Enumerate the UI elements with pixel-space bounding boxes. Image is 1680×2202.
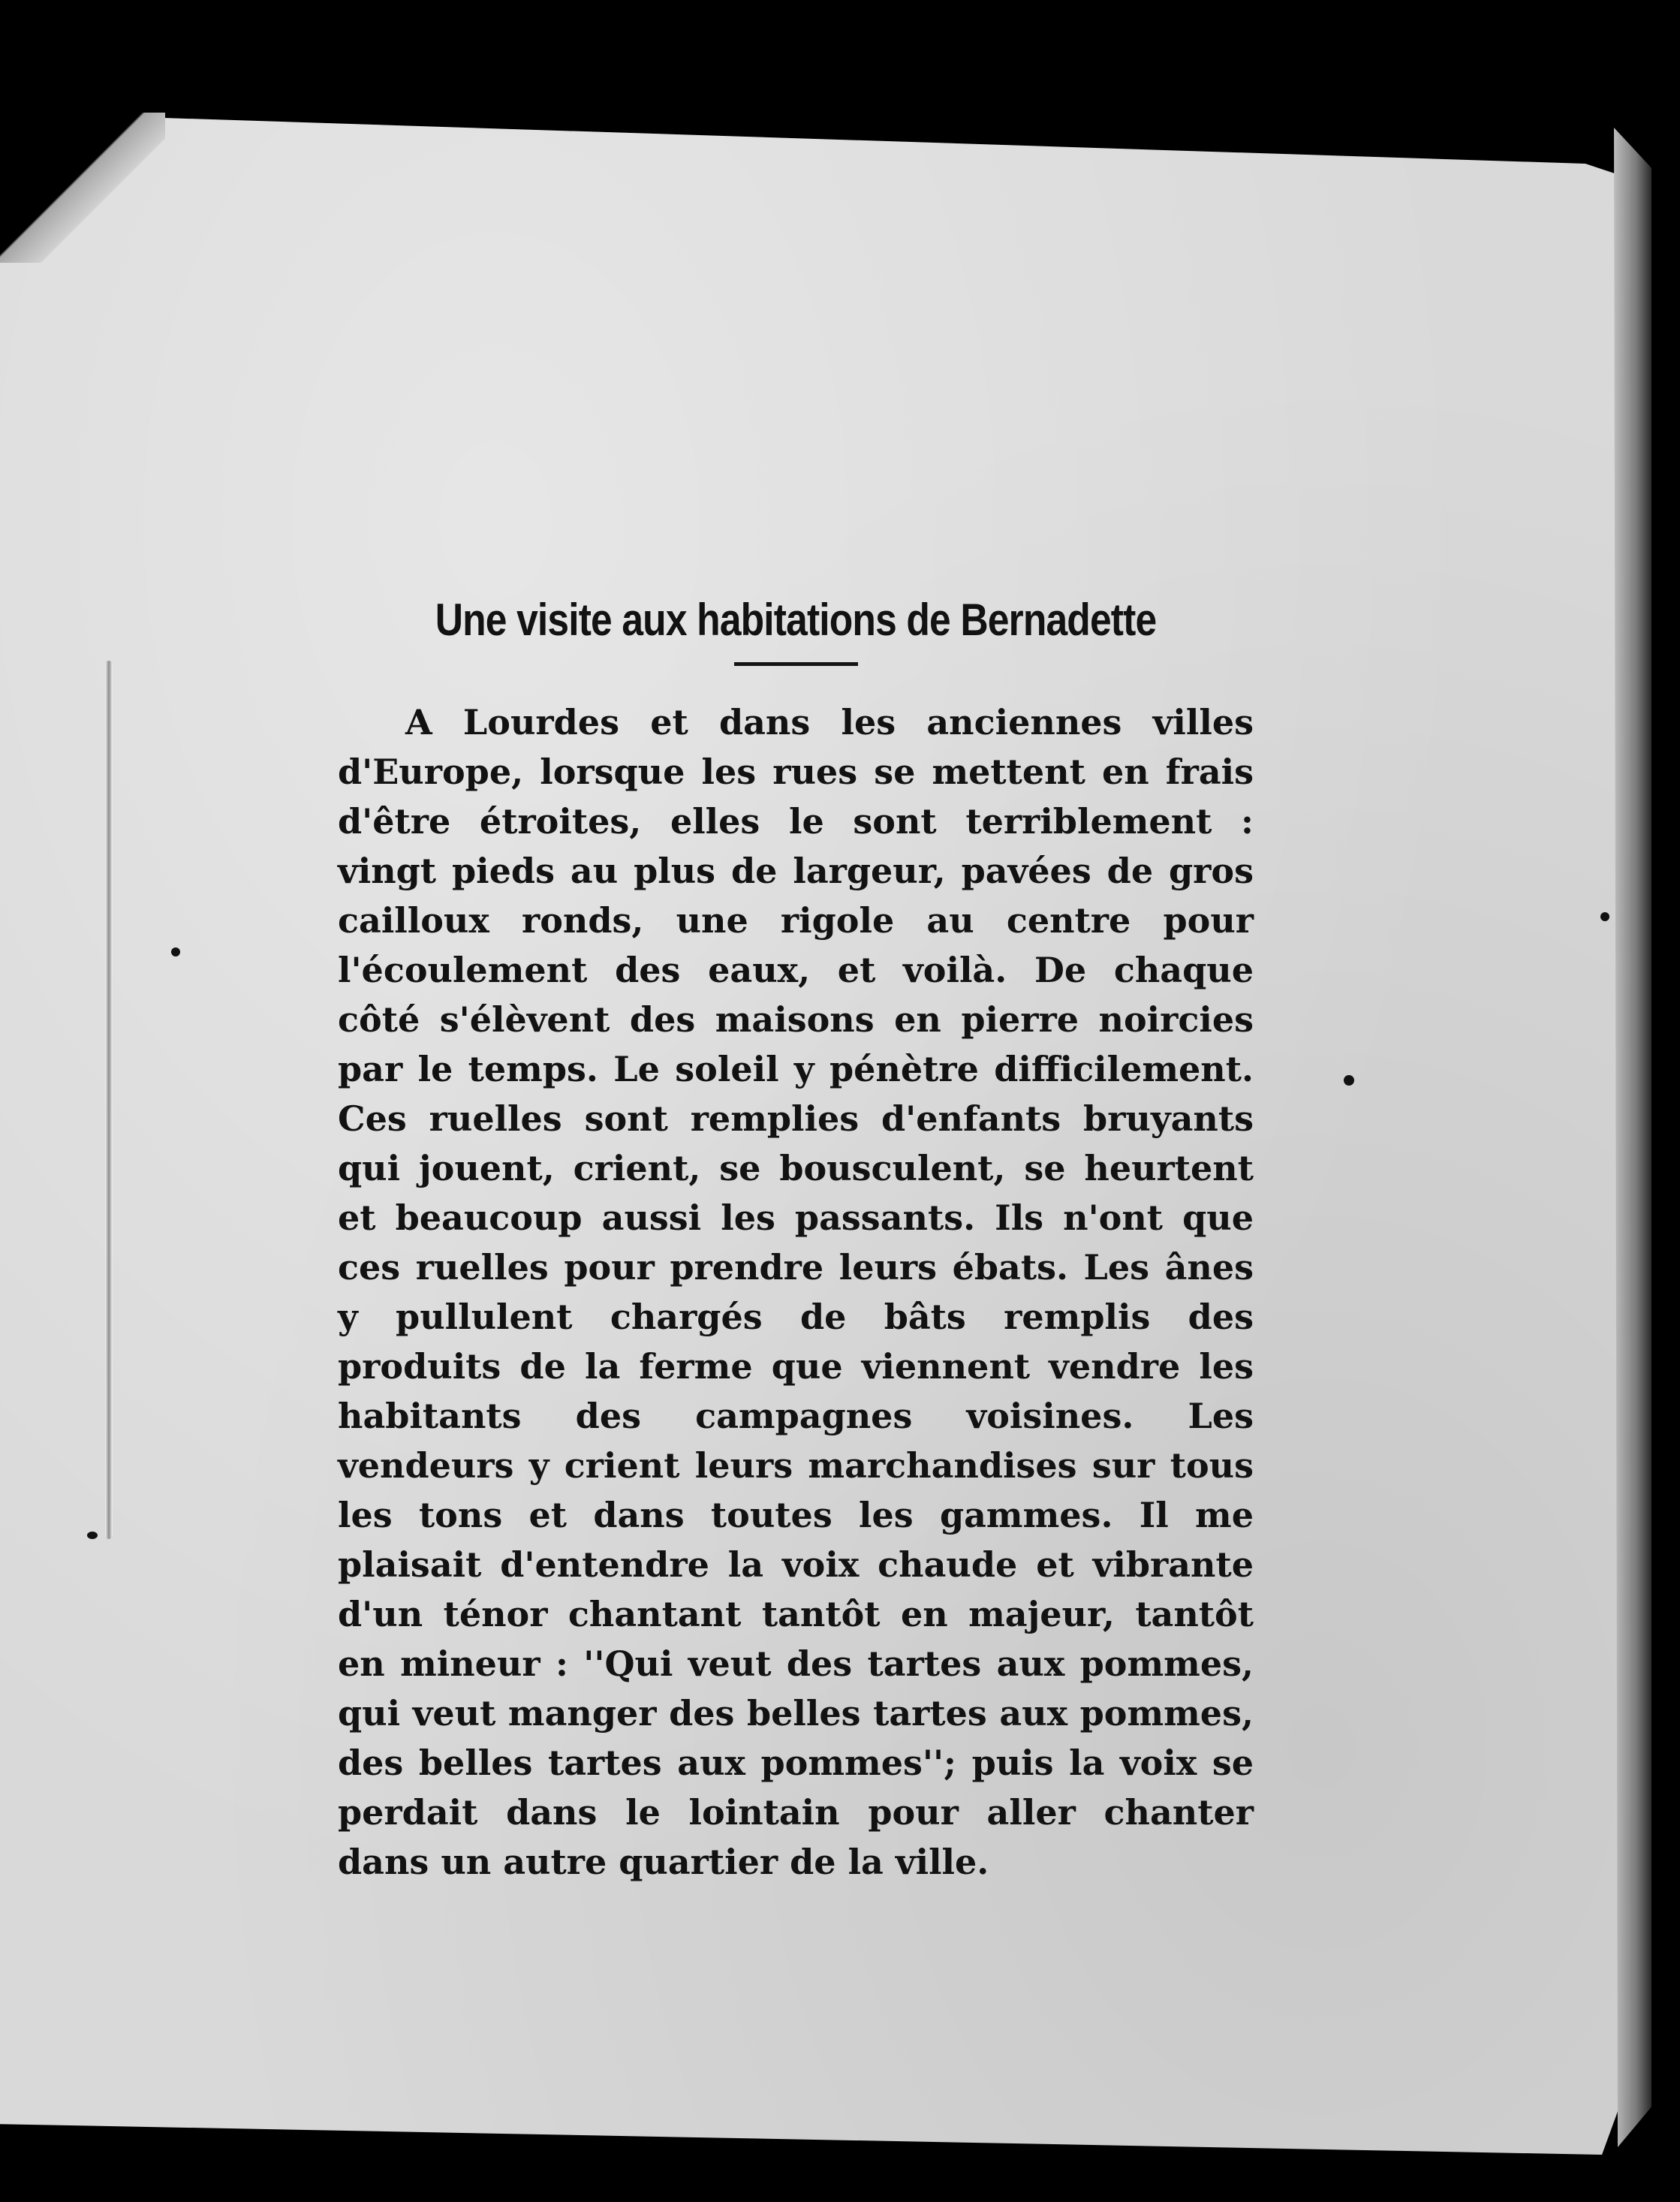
- margin-crease: [105, 661, 113, 1539]
- folded-corner: [0, 113, 165, 263]
- page-binding-edge: [1614, 128, 1651, 2147]
- article: [338, 593, 1254, 1887]
- article-paragraph: A Lourdes et dans les anciennes villes d'Europe, lorsque les rues se mettent en frais d'être étroites, elles le sont terriblement : vingt pieds au plus de largeur, pavées de gros cailloux ronds, une rigole au centre pour l'écoulement des eaux, et voilà. De chaque côté s'élèvent des maisons en pierre noircies par le temps. Le soleil y pénètre difficilement. Ces ruelles sont remplies d'enfants bruyants qui jouent, crient, se bousculent, se heurtent et beaucoup aussi les passants. Ils n'ont que ces ruelles pour prendre leurs ébats. Les ânes y pullulent chargés de bâts remplis des produits de la ferme que viennent vendre les habitants des campagnes voisines. Les vendeurs y crient leurs marchandises sur tous les tons et dans toutes les gammes. Il me plaisait d'entendre la voix chaude et vibrante d'un ténor chantant tantôt en majeur, tantôt en mineur : ''Qui veut des tartes aux pommes, qui veut manger des belles tartes aux pommes, des belles tartes aux pommes''; puis la voix se perdait dans le lointain pour aller chanter dans un autre quartier de la ville.: [338, 702, 1254, 1882]
- ink-speck: [1344, 1075, 1354, 1086]
- ink-speck: [1600, 912, 1609, 921]
- title-divider: [734, 662, 858, 666]
- ink-speck: [171, 947, 180, 956]
- article-title: Une visite aux habitations de Bernadette: [435, 595, 1157, 645]
- ink-speck: [87, 1532, 98, 1539]
